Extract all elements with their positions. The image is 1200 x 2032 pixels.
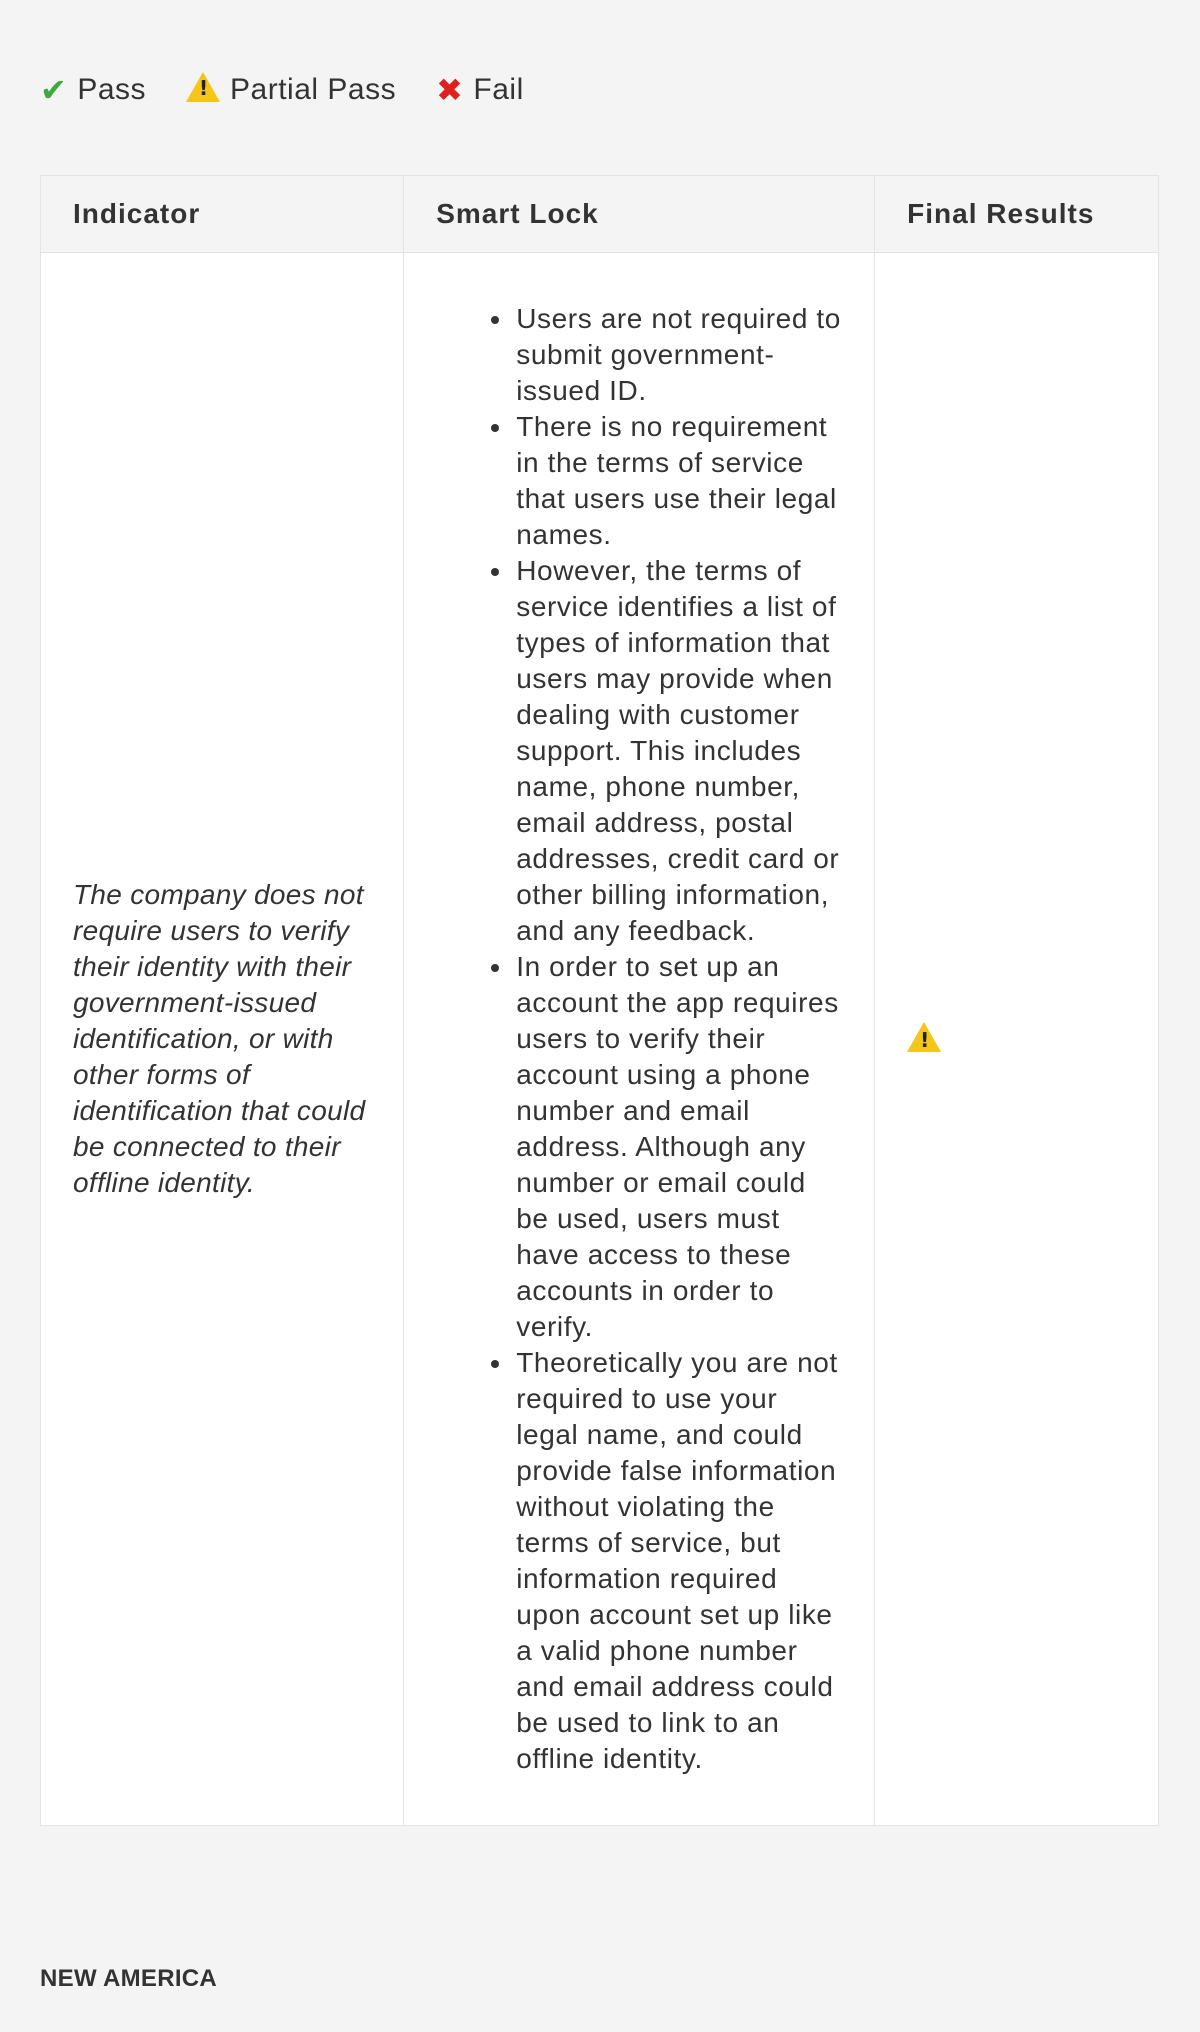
smart-lock-list — [436, 301, 842, 1777]
check-mark-icon: ✔ — [40, 71, 68, 108]
header-smart-lock: Smart Lock — [404, 176, 875, 253]
results-table — [40, 175, 1159, 1826]
table-header-row — [41, 176, 1159, 253]
legend-item-fail — [436, 73, 524, 107]
legend-item-pass — [40, 73, 146, 107]
list-item: • However, the terms of service identifies a list of types of information that users may provide when dealing with customer support. This includes name, phone number, email address, postal addresses, credit card or other billing information, and any feedback. — [514, 553, 842, 949]
list-item: • There is no requirement in the terms of service that users use their legal names. — [514, 409, 842, 553]
legend-item-partial-pass — [186, 72, 396, 107]
legend-label-pass: Pass — [77, 72, 147, 106]
list-item: • Theoretically you are not required to use your legal name, and could provide false information without violating the terms of service, but information required upon account set up like a valid phone number and email address could be used to link to an offline identity. — [514, 1345, 842, 1777]
list-item: • In order to set up an account the app requires users to verify their account using a phone number and email address. Although any number or email could be used, users must have access to these accounts in order to verify. — [514, 949, 842, 1345]
smart-lock-cell — [404, 253, 875, 1826]
warning-icon — [186, 72, 220, 107]
header-indicator: Indicator — [41, 176, 404, 253]
table-row — [41, 253, 1159, 1826]
warning-icon — [907, 1039, 941, 1056]
indicator-cell — [41, 253, 404, 1826]
legend-label-partial-pass: Partial Pass — [230, 72, 397, 106]
legend-label-fail: Fail — [473, 72, 524, 106]
final-results-cell — [875, 253, 1159, 1826]
cross-mark-icon: ✖ — [436, 71, 464, 108]
legend — [40, 72, 564, 107]
brand-logo: NEW AMERICA — [40, 1965, 218, 1992]
list-item: • Users are not required to submit government-issued ID. — [514, 301, 842, 409]
header-final-results: Final Results — [875, 176, 1159, 253]
indicator-text: The company does not require users to verify their identity with their government-issued identification, or with other forms of identification that could be connected to their offline identity. — [73, 879, 366, 1198]
